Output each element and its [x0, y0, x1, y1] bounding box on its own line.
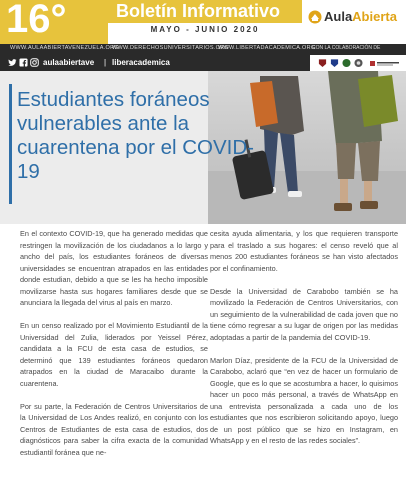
- partner-seal-icon: [330, 58, 339, 68]
- issue-number-block: [0, 0, 108, 44]
- bulletin-date: MAYO - JUNIO 2020: [150, 25, 260, 34]
- twitter-icon[interactable]: [8, 58, 17, 67]
- paragraph: Marlon Díaz, presidente de la FCU de la Universidad de Carabobo, aclaró que “en vez de hacer un formulario de Google, que es lo que se acostumbra a hacer, lo quisimos hacer un poco más personal, a través de WhatsApp en una entrevista personalizada a cada uno de los estudiantes que nos escribieron solicitando apoyo, luego de un post público que se hizo en Instagram, en WhatsApp y en el resto de las redes sociales”.: [210, 355, 398, 445]
- paragraph: En un censo realizado por el Movimiento Estudiantil de la Universidad del Zulia, liderados por Yeissel Pérez, candidata a la FCU de esta casa de estudios, se determinó que 139 estudiantes foráneos quedaron atrapados en la ciudad de Maracaibo durante la cuarentena.: [20, 321, 208, 388]
- article-column-left: [20, 228, 208, 470]
- url-link[interactable]: WWW.DERECHOSUNIVERSITARIOS.ORG: [112, 45, 230, 51]
- bulletin-title-bar: [108, 0, 302, 23]
- logo-text: [324, 9, 397, 24]
- partner-seal-icon: [318, 58, 327, 68]
- aula-abierta-logo-icon: [308, 10, 322, 24]
- url-bar: [0, 44, 406, 55]
- collaboration-label: CON LA COLABORACIÓN DE: [312, 45, 381, 51]
- partner-seal-icon: [354, 58, 363, 68]
- social-handle[interactable]: aulaabiertave: [43, 58, 95, 67]
- social-separator: |: [104, 58, 107, 67]
- paragraph: Desde la Universidad de Carabobo también se ha movilizado la Federación de Centros Universitarios, con un seguimiento de la vulnerabilidad de cada joven que no tiene cómo regresar a su lugar de origen por las medidas adoptadas a partir de la pandemia del COVID-19.: [210, 286, 398, 342]
- aula-abierta-logo[interactable]: [302, 0, 406, 44]
- social-bar: [0, 55, 310, 71]
- paragraph: Por su parte, la Federación de Centros Universitarios de la Universidad de Los Andes realizó, en conjunto con los Centros de Estudiantes de esta casa de estudios, dos diagnósticos para saber la cifra exacta de la comunidad estudiantil foránea que ne-: [20, 401, 208, 457]
- logo-text-abierta: Abierta: [352, 9, 397, 24]
- url-link[interactable]: WWW.AULAABIERTAVENEZUELA.ORG: [10, 45, 119, 51]
- partner-logos: [310, 55, 406, 71]
- url-link[interactable]: WWW.LIBERTADACADEMICA.ORG: [218, 45, 316, 51]
- title-accent-bar: [9, 84, 12, 204]
- paragraph: cesita ayuda alimentaria, y los que requieren transporte para el traslado a sus hogares: el censo reveló que al menos 200 estudiantes foráneos se han visto afectados por el confinamiento.: [210, 229, 398, 273]
- partner-logo-icon: [370, 58, 400, 68]
- paragraph: En el contexto COVID-19, que ha generado medidas que restringen la movilización de los ciudadanos a lo largo y ancho del país, los estudiantes foráneos de diversas universidades se encuentran atrapados en las entidades donde estudian, debido a que se les ha hecho imposible movilizarse hasta sus hogares familiares desde que se anunciara la llegada del virus al país en marzo.: [20, 229, 208, 307]
- article-column-right: [210, 228, 398, 458]
- bulletin-header: [108, 0, 302, 44]
- social-handle-2[interactable]: liberacademica: [112, 58, 170, 67]
- article-title: Estudiantes foráneos vulnerables ante la cuarentena por el COVID-19: [17, 88, 255, 183]
- facebook-icon[interactable]: [19, 58, 28, 67]
- partner-seal-icon: [342, 58, 351, 68]
- instagram-icon[interactable]: [30, 58, 39, 67]
- logo-text-aula: Aula: [324, 9, 353, 24]
- bulletin-title: Boletín Informativo: [116, 1, 281, 21]
- issue-number: 16°: [6, 0, 67, 41]
